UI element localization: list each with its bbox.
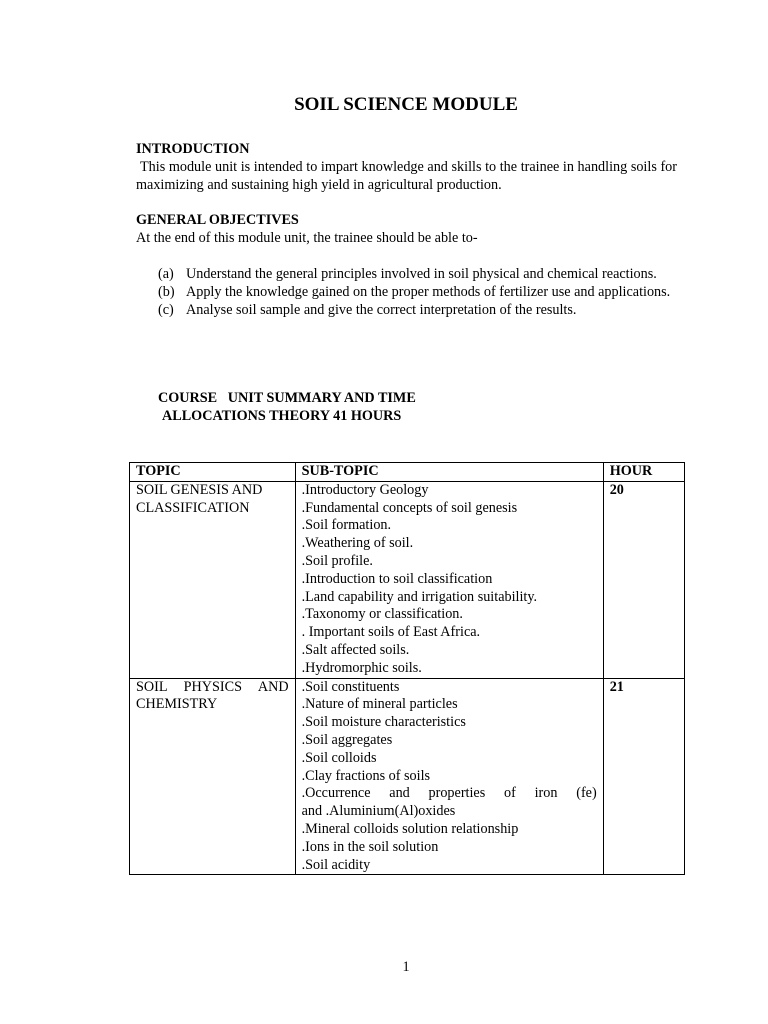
header-topic: TOPIC — [130, 463, 296, 482]
hour-cell — [603, 481, 684, 678]
subtopic-item: .Clay fractions of soils — [301, 767, 431, 784]
hour-value: 21 — [609, 678, 624, 695]
subtopic-item: .Taxonomy or classification. — [301, 606, 463, 623]
subtopic-cell — [295, 678, 603, 875]
header-subtopic: SUB-TOPIC — [295, 463, 603, 482]
subtopic-item: .Soil aggregates — [301, 731, 393, 748]
subtopic-item: .Soil constituents — [301, 678, 400, 695]
page-title: SOIL SCIENCE MODULE — [294, 94, 518, 115]
course-table — [129, 462, 685, 875]
subtopic-item: .Soil moisture characteristics — [301, 714, 466, 731]
table-header-row — [130, 463, 685, 482]
subtopic-item: .Mineral colloids solution relationship — [301, 820, 519, 837]
subtopic-item: .Introductory Geology — [301, 481, 429, 498]
subtopic-item: .Hydromorphic soils. — [301, 659, 422, 676]
objective-item — [158, 284, 677, 302]
table-row — [130, 678, 685, 875]
subtopic-item: .Soil colloids — [301, 749, 377, 766]
subtopic-item: .Ions in the soil solution — [301, 838, 439, 855]
subtopic-item: .Introduction to soil classification — [301, 570, 493, 587]
subtopic-item: .Fundamental concepts of soil genesis — [301, 499, 518, 516]
objective-item — [158, 302, 677, 320]
hour-value: 20 — [609, 481, 624, 498]
objective-item — [158, 266, 677, 284]
subtopic-item: .Land capability and irrigation suitability. — [301, 588, 538, 605]
objective-text: Understand the general principles involved in soil physical and chemical reactions. — [186, 266, 657, 282]
summary-line: COURSE UNIT SUMMARY AND TIME — [158, 390, 416, 406]
subtopic-item: .Salt affected soils. — [301, 641, 410, 658]
course-summary — [158, 390, 416, 426]
objective-text: Apply the knowledge gained on the proper methods of fertilizer use and applications. — [186, 283, 671, 300]
subtopic-cell — [295, 481, 603, 678]
subtopic-item: .Nature of mineral particles — [301, 696, 458, 713]
subtopic-item: .Occurrence and properties of iron (fe) — [301, 785, 597, 802]
topic-text: SOIL GENESIS AND CLASSIFICATION — [136, 481, 263, 516]
objectives-list — [158, 266, 677, 319]
objective-marker: (a) — [158, 266, 174, 282]
header-hour: HOUR — [603, 463, 684, 482]
objective-marker: (b) — [158, 283, 175, 300]
objectives-lead: At the end of this module unit, the trainee should be able to- — [136, 230, 478, 246]
subtopic-item: .Soil profile. — [301, 552, 373, 569]
topic-cell — [130, 678, 296, 875]
subtopic-item: .Weathering of soil. — [301, 535, 414, 552]
subtopic-item: and .Aluminium(Al)oxides — [301, 803, 456, 820]
subtopic-item: .Soil formation. — [301, 517, 392, 534]
introduction-heading: INTRODUCTION — [136, 141, 250, 157]
objectives-heading: GENERAL OBJECTIVES — [136, 212, 299, 228]
topic-cell — [130, 481, 296, 678]
topic-text: SOIL PHYSICS AND CHEMISTRY — [136, 678, 289, 713]
subtopic-item: .Soil acidity — [301, 856, 371, 873]
objective-text: Analyse soil sample and give the correct interpretation of the results. — [186, 301, 577, 318]
table-row — [130, 481, 685, 678]
subtopic-item: . Important soils of East Africa. — [301, 624, 481, 641]
page-number: 1 — [402, 959, 410, 975]
hour-cell — [603, 678, 684, 875]
objective-marker: (c) — [158, 301, 174, 318]
introduction-body: This module unit is intended to impart knowledge and skills to the trainee in handling soils for maximizing and sustaining high yield in agricultural production. — [136, 159, 677, 193]
summary-line: ALLOCATIONS THEORY 41 HOURS — [162, 407, 402, 424]
